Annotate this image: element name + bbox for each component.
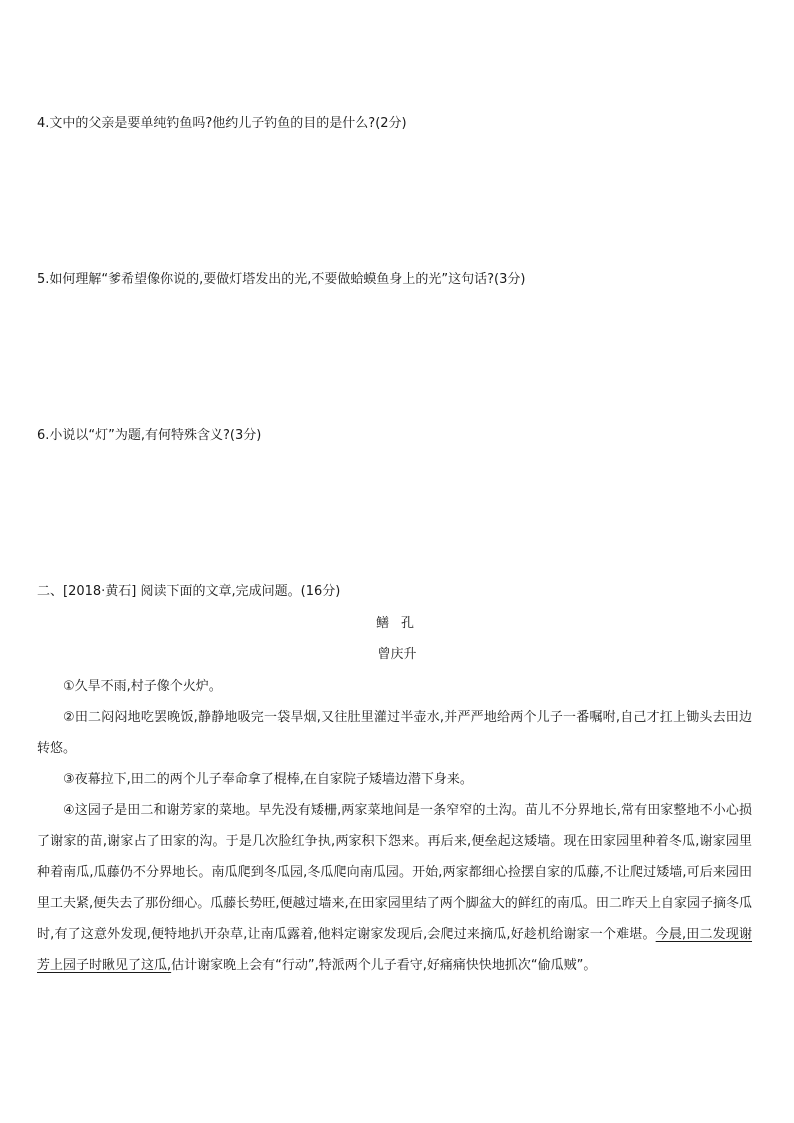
paragraph-4 bbox=[37, 795, 752, 981]
paragraph-4-text-before: ④这园子是田二和谢芳家的菜地。早先没有矮栅,两家菜地间是一条窄窄的土沟。苗儿不分界地长,常有田家整地不小心损了谢家的苗,谢家占了田家的沟。于是几次脸红争执,两家积下怨来。再后来,便垒起这矮墙。现在田家园里种着冬瓜,谢家园里种着南瓜,瓜藤仍不分界地长。南瓜爬到冬瓜园,冬瓜爬向南瓜园。开始,两家都细心捡摆自家的瓜藤,不让爬过矮墙,可后来园田里工夫紧,便失去了那份细心。瓜藤长势旺,便越过墙来,在田家园里结了两个脚盆大的鲜红的南瓜。田二昨天上自家园子摘冬瓜时,有了这意外发现,便特地扒开杂草,让南瓜露着,他料定谢家发现后,会爬过来摘瓜,好趁机给谢家一个难堪。 bbox=[37, 803, 752, 942]
question-6: 6.小说以“灯”为题,有何特殊含义?(3分) bbox=[37, 428, 262, 443]
paragraph-4-text-after: 估计谢家晚上会有“行动”,特派两个儿子看守,好痛痛快快地抓次“偷瓜贼”。 bbox=[171, 958, 597, 973]
section-2-heading: 二、[2018·黄石] 阅读下面的文章,完成问题。(16分) bbox=[37, 584, 341, 599]
paragraph-2: ②田二闷闷地吃罢晚饭,静静地吸完一袋旱烟,又往肚里灌过半壶水,并严严地给两个儿子一番嘱咐,自己才扛上锄头去田边转悠。 bbox=[37, 710, 752, 756]
article-title: 鳝孔 bbox=[375, 616, 426, 631]
paragraph-1: ①久旱不雨,村子像个火炉。 bbox=[63, 679, 222, 694]
paragraph-4-underlined-sentence: 今晨,田二发现谢芳上园子时瞅见了这瓜, bbox=[37, 927, 753, 973]
question-4: 4.文中的父亲是要单纯钓鱼吗?他约儿子钓鱼的目的是什么?(2分) bbox=[37, 116, 407, 131]
question-5: 5.如何理解“爹希望像你说的,要做灯塔发出的光,不要做蛤蟆鱼身上的光”这句话?(3分) bbox=[37, 272, 526, 287]
paragraph-3: ③夜幕拉下,田二的两个儿子奉命拿了棍棒,在自家院子矮墙边潜下身来。 bbox=[63, 772, 473, 787]
article-author: 曾庆升 bbox=[377, 647, 417, 662]
